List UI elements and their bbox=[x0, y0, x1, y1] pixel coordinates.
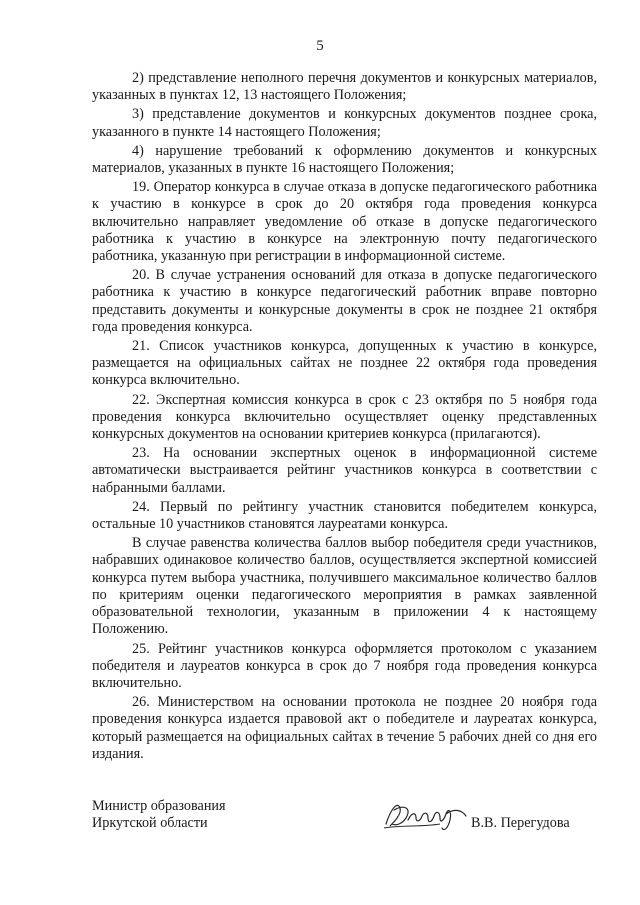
paragraph-item-4: 4) нарушение требований к оформлению документов и конкурсных материалов, указанных в пункте 16 настоящего Положения; bbox=[92, 142, 597, 177]
paragraph-20: 20. В случае устранения оснований для отказа в допуске педагогического работника к участию в конкурсе педагогический работник вправе повторно представить документы и конкурсные документы в срок не позднее 21 октября года проведения конкурса. bbox=[92, 267, 597, 335]
paragraph-item-2: 2) представление неполного перечня документов и конкурсных материалов, указанных в пунктах 12, 13 настоящего Положения; bbox=[92, 70, 597, 104]
paragraph-26: 26. Министерством на основании протокола не позднее 20 ноября года проведения конкурса издается правовой акт о победителе и лауреатах конкурса, который размещается на официальных сайтах в течение 5 рабочих дней со дня его издания. bbox=[92, 694, 597, 762]
signatory-title-line-2: Иркутской области bbox=[92, 815, 208, 831]
document-body bbox=[92, 70, 597, 765]
paragraph-24-tie: В случае равенства количества баллов выбор победителя среди участников, набравших одинаковое количество баллов, осуществляется экспертной комиссией конкурса путем выбора участника, получившего максимальное количество баллов по критериям оценки педагогического мероприятия в рамках заявленной образовательной технологии, указанным в приложении 4 к настоящему Положению. bbox=[92, 535, 597, 638]
page-number: 5 bbox=[316, 38, 324, 54]
handwritten-signature bbox=[382, 798, 472, 834]
paragraph-22: 22. Экспертная комиссия конкурса в срок с 23 октября по 5 ноября года проведения конкурса включительно осуществляет оценку представленных конкурсных документов на основании критериев конкурса (прилагаются). bbox=[92, 391, 597, 443]
paragraph-21: 21. Список участников конкурса, допущенных к участию в конкурсе, размещается на официальных сайтах не позднее 22 октября года проведения конкурса включительно. bbox=[92, 338, 597, 389]
paragraph-19: 19. Оператор конкурса в случае отказа в допуске педагогического работника к участию в конкурсе в срок до 20 октября года проведения конкурса включительно направляет уведомление об отказе в допуске педагогического работника к участию в конкурсе на электронную почту педагогического работника, указанную при регистрации в информационной системе. bbox=[92, 179, 597, 265]
paragraph-23: 23. На основании экспертных оценок в информационной системе автоматически выстраивается рейтинг участников конкурса в соответствии с набранными баллами. bbox=[92, 445, 597, 496]
signature-block bbox=[92, 798, 597, 838]
signatory-title-line-1: Министр образования bbox=[92, 798, 226, 814]
signatory-name: В.В. Перегудова bbox=[471, 815, 570, 831]
paragraph-item-3: 3) представление документов и конкурсных документов позднее срока, указанного в пункте 14 настоящего Положения; bbox=[92, 106, 597, 140]
signatory-title bbox=[92, 798, 226, 832]
paragraph-25: 25. Рейтинг участников конкурса оформляется протоколом с указанием победителя и лауреатов конкурса в срок до 7 ноября года проведения конкурса включительно. bbox=[92, 640, 597, 691]
paragraph-24: 24. Первый по рейтингу участник становится победителем конкурса, остальные 10 участников становятся лауреатами конкурса. bbox=[92, 498, 597, 533]
